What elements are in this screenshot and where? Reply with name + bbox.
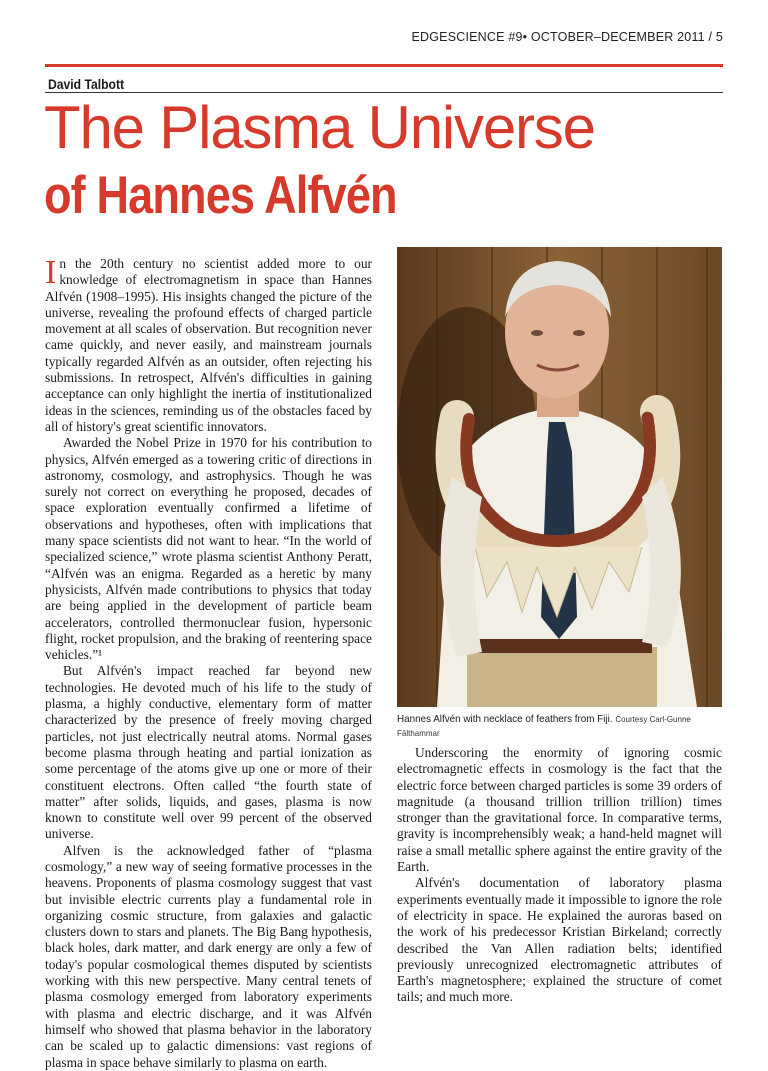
running-head: EDGESCIENCE #9• OCTOBER–DECEMBER 2011 / 5 [411, 30, 723, 44]
portrait-illustration [397, 247, 722, 707]
drop-cap: I [45, 254, 57, 291]
author-byline: David Talbott [48, 77, 125, 92]
right-text-column [397, 745, 722, 1006]
paragraph-1: In the 20th century no scientist added more to our knowledge of electromagnetism in space than Hannes Alfvén (1908–1995). His insights changed the picture of the universe, revealing the profound effects of charged particle movement at all scales of observation. But recognition never came quickly, and never easily, and mainstream journals typically regarded Alfvén as an outsider, often rejecting his submissions. In retrospect, Alfvén's difficulties in gaining acceptance can only highlight the inertia of institutionalized ideas in the sciences, reminding us of the obstacles faced by all of history's great scientific innovators. [45, 254, 372, 434]
caption-text: Hannes Alfvén with necklace of feathers from Fiji. [397, 713, 613, 725]
paragraph-4: Alfven is the acknowledged father of “plasma cosmology,” a new way of seeing formative processes in the heavens. Proponents of plasma cosmology suggest that vast but invisible electric currents play a fundamental role in organizing cosmic structure, from galaxies and galactic clusters down to stars and planets. The Big Bang hypothesis, black holes, dark matter, and dark energy are only a few of today's popular cosmological themes disputed by scientists working with this new perspective. Many central tenets of plasma cosmology emerged from laboratory experiments with plasma and electric discharge, and it was Alfvén himself who showed that plasma behavior in the laboratory can be scaled up to galactic dimensions: vast regions of plasma in space behave similarly to plasma on earth. [45, 842, 372, 1070]
photo-credit: Courtesy Carl-Gunne Fälthammar [397, 714, 691, 738]
portrait-photo [397, 247, 722, 707]
left-text-column [45, 256, 372, 1071]
paragraph-3: But Alfvén's impact reached far beyond new technologies. He devoted much of his life to the study of plasma, a highly conductive, elementary form of matter characterized by the presence of freely moving charged particles, not just electrically neutral atoms. Normal gases become plasma through heating and partial ionization as some percentage of the atoms give up one or more of their constituent electrons. Often called “the fourth state of matter” after solids, liquids, and gases, plasma is now known to constitute well over 99 percent of the observed universe. [45, 663, 372, 842]
paragraph-5: Underscoring the enormity of ignoring cosmic electromagnetic effects in cosmology is the fact that the electric force between charged particles is some 39 orders of magnitude (a thousand trillion trillion trillion) times stronger than the gravitational force. In comparative terms, gravity is incomprehensibly weak; a hand-held magnet will raise a small metallic sphere against the entire gravity of the Earth. [397, 745, 722, 875]
photo-caption [397, 712, 703, 740]
paragraph-6: Alfvén's documentation of laboratory plasma experiments eventually made it impossible to ignore the role of electricity in space. He explained the auroras based on the work of his predecessor Kristian Birkeland; correctly described the Van Allen radiation belts; identified previously unrecognized electromagnetic attributes of Earth's magnetosphere; explained the structure of comet tails; and much more. [397, 875, 722, 1005]
article-title-line1: The Plasma Universe [44, 94, 595, 161]
top-red-rule [45, 64, 723, 67]
paragraph-2: Awarded the Nobel Prize in 1970 for his contribution to physics, Alfvén emerged as a towering critic of directions in astronomy, cosmology, and astrophysics. Though he was surely not correct on everything he proposed, decades of space exploration eventually confirmed a lifetime of observations and hypotheses, often with implications that many space scientists did not want to hear. “In the world of specialized science,” wrote plasma scientist Anthony Peratt, “Alfvén was an enigma. Regarded as a heretic by many physicists, Alfvén made contributions to physics that today are being applied in the development of particle beam accelerators, controlled thermonuclear fusion, hypersonic flight, rocket propulsion, and the braking of reentering space vehicles.”¹ [45, 435, 372, 663]
article-title-line2: of Hannes Alfvén [44, 166, 397, 225]
